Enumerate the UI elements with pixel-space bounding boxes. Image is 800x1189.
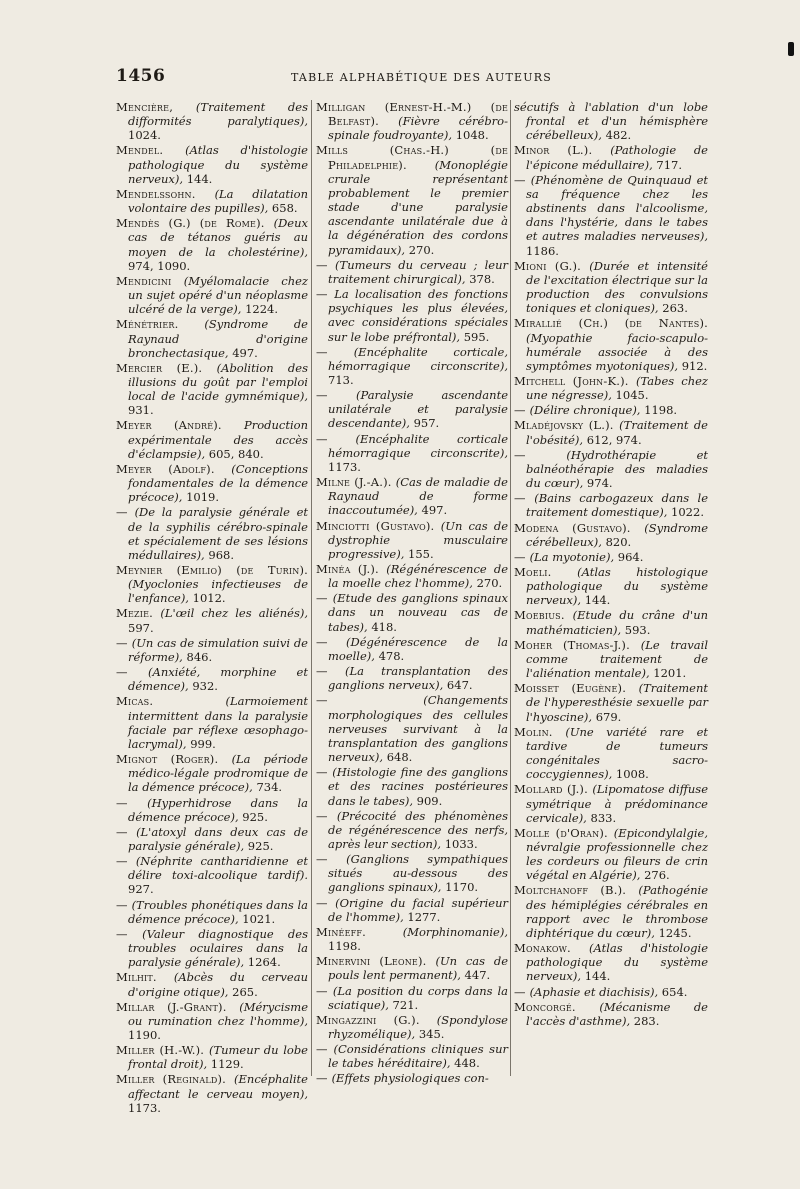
author-name: Mendelssohn. <box>116 186 215 201</box>
index-entry <box>116 274 308 316</box>
work-title: (La dilatation volontaire des pupilles), <box>128 186 308 216</box>
page-references: 270. <box>472 576 503 591</box>
index-entry <box>116 216 308 273</box>
work-title: (Un cas de dystrophie musculaire progressive), <box>328 518 509 561</box>
author-name: Ménétrier. <box>116 317 205 332</box>
author-name: Moeli. <box>514 565 578 579</box>
author-name: — <box>514 491 535 506</box>
index-entry <box>116 665 308 693</box>
page-references: 1201. <box>649 666 687 681</box>
index-entry <box>514 448 708 490</box>
author-name: Meynier (Emilio) (de Turin). <box>116 563 308 577</box>
index-entry <box>514 565 708 607</box>
work-title: (La position du corps dans la sciatique), <box>328 983 508 1012</box>
page-references: 974. <box>583 476 613 491</box>
index-entry <box>514 941 708 983</box>
index-entry <box>316 664 508 692</box>
page-references: 1033. <box>441 836 478 851</box>
index-entry <box>514 143 708 171</box>
work-title: (Un cas de pouls lent permanent), <box>328 954 508 983</box>
index-entry <box>116 636 308 664</box>
page-references: 647. <box>443 678 473 693</box>
page-references: 597. <box>128 620 154 635</box>
page-references: 658. <box>268 201 298 216</box>
author-name: — <box>116 926 143 941</box>
work-title: (Phénomène de Quinquaud et sa fréquence chez les abstinents dans l'alcoolisme, dans l'hystérie, dans le tabes et autres maladies nerveuses), <box>526 172 708 244</box>
index-entry <box>116 606 308 634</box>
author-name: — <box>316 287 335 302</box>
page-references: 1173. <box>128 1100 161 1115</box>
work-title: (Traitement des difformités paralytiques), <box>128 100 308 129</box>
author-name: Mollard (J.). <box>514 782 593 797</box>
author-name: — <box>116 665 149 680</box>
index-column-3 <box>514 100 708 1100</box>
page-references: 270. <box>405 242 435 257</box>
index-entry <box>316 432 508 474</box>
author-name: Mignot (Roger). <box>116 752 232 767</box>
author-name: — <box>514 984 530 999</box>
page-references: 144. <box>183 171 213 186</box>
index-entry <box>316 388 508 430</box>
index-entry <box>316 345 508 387</box>
work-title: (Lipomatose diffuse symétrique à prédominance cervicale), <box>526 782 708 825</box>
index-entry <box>116 796 308 824</box>
work-title: (Valeur diagnostique des troubles oculaires dans la paralysie générale), <box>128 926 308 970</box>
author-name: Milne (J.-A.). <box>316 475 396 490</box>
page-references: 478. <box>374 648 405 663</box>
author-name: Mirallié (Ch.) (de Nantes). <box>514 316 708 331</box>
author-name: — <box>514 447 567 462</box>
work-title: (Abcès du cerveau d'origine otique), <box>128 970 308 999</box>
work-title: (Une variété rare et tardive de tumeurs congénitales sacro-coccygiennes), <box>526 724 708 782</box>
work-title: (Myélomalacie chez un sujet opéré d'un néoplasme ulcéré de la verge), <box>128 273 308 317</box>
index-entry <box>116 927 308 969</box>
work-title: (Tumeur du lobe frontal droit), <box>128 1043 308 1072</box>
index-entry <box>116 1000 308 1042</box>
index-entry <box>316 591 508 633</box>
page-references: 1190. <box>128 1028 161 1042</box>
work-title: (Origine du facial supérieur de l'homme), <box>328 895 509 924</box>
author-name: Meyer (Adolf). <box>116 461 232 476</box>
index-entry <box>316 1042 508 1070</box>
work-title: (Néphrite cantharidienne et délire toxi-alcoolique tardif). <box>128 854 308 883</box>
author-name: — <box>116 854 136 869</box>
author-name: — <box>316 344 354 359</box>
author-name: — <box>116 795 148 810</box>
page-references: 1024. <box>128 128 161 143</box>
index-entry <box>514 985 708 999</box>
work-title: (Un cas de simulation suivi de réforme), <box>128 635 308 664</box>
work-title: (Effets physiologiques con- <box>331 1071 489 1086</box>
index-entry <box>514 521 708 549</box>
index-column-2 <box>316 100 508 1100</box>
author-name: Mendel. <box>116 143 186 158</box>
index-entry <box>514 608 708 636</box>
author-name: Minor (L.). <box>514 143 611 158</box>
work-title: (Spondylose rhyzomélique), <box>328 1012 508 1041</box>
index-entry <box>116 898 308 926</box>
page-references: 964. <box>614 549 644 564</box>
work-title: (La myotonie), <box>529 549 615 564</box>
index-entry <box>316 475 508 517</box>
author-name: — <box>116 824 137 839</box>
page-references: 1224. <box>241 302 278 317</box>
page-references: 378. <box>465 271 495 286</box>
author-name: Minéeff. <box>316 924 403 939</box>
author-name: — <box>316 765 333 780</box>
author-name: Minciotti (Gustavo). <box>316 518 441 533</box>
index-entry <box>514 173 708 258</box>
work-title: (Pathogénie des hémiplégies cérébrales en rapport avec le thrombose diphtérique du cœur), <box>526 883 708 940</box>
index-entry <box>116 100 308 142</box>
page-references: 721. <box>388 997 419 1012</box>
index-entry <box>116 752 308 794</box>
work-title: (L'œil chez les aliénés), <box>160 606 308 621</box>
author-name: — <box>316 591 333 606</box>
author-name: — <box>316 634 347 649</box>
index-entry <box>316 143 508 256</box>
work-title: (Pathologie de l'épicone médullaire), <box>526 143 708 172</box>
author-name: Mingazzini (G.). <box>316 1012 437 1027</box>
page-references: 927. <box>128 882 154 897</box>
work-title: (La transplantation des ganglions nerveux), <box>328 664 508 693</box>
work-title: (Encéphalite affectant le cerveau moyen), <box>128 1072 308 1101</box>
page-references: 932. <box>188 679 218 694</box>
index-entry <box>514 374 708 402</box>
index-entry <box>514 1000 708 1028</box>
author-name: — <box>514 549 530 564</box>
author-name: — <box>116 505 135 520</box>
page-references: 713. <box>328 372 354 387</box>
author-name: — <box>316 693 424 708</box>
author-name: Mencière, <box>116 100 196 114</box>
page-references: 144. <box>581 969 611 984</box>
work-title: (Régénérescence de la moelle chez l'homme), <box>328 562 508 591</box>
author-name: Miller (H.-W.). <box>116 1043 209 1058</box>
page-references: 717. <box>652 157 682 172</box>
page-references: 734. <box>252 780 283 795</box>
author-name: Mercier (E.). <box>116 360 217 375</box>
work-title: (Aphasie et diachisis), <box>529 984 659 999</box>
author-name: — <box>316 431 356 446</box>
page-references: 1129. <box>207 1057 244 1072</box>
author-name: — <box>514 403 530 418</box>
index-entry <box>514 826 708 883</box>
index-entry <box>116 1043 308 1071</box>
author-name: Molin. <box>514 724 566 739</box>
author-name: Mioni (G.). <box>514 258 590 273</box>
page-references: 1022. <box>667 505 704 520</box>
author-name: — <box>116 635 132 650</box>
page-references: 418. <box>367 619 397 634</box>
index-entry <box>316 809 508 851</box>
column-divider <box>311 100 312 1076</box>
author-name: — <box>316 388 356 403</box>
index-entry <box>316 519 508 561</box>
work-title: (Etude des ganglions spinaux dans un nouveau cas de tabes), <box>328 591 509 634</box>
page-references: 1021. <box>238 911 276 926</box>
page-references: 1277. <box>403 909 441 924</box>
author-name: Miller (Reginald). <box>116 1072 235 1087</box>
work-title: (Larmoiement intermittent dans la paralysie faciale par réflexe œsophago-lacrymal), <box>128 694 308 751</box>
page-references: 593. <box>621 622 651 637</box>
work-title: (Fièvre cérébro-spinale foudroyante), <box>328 114 508 143</box>
author-name: — <box>316 852 347 867</box>
work-title: (Encéphalite corticale, hémorragique circonscrite), <box>328 344 508 373</box>
page-references: 968. <box>204 547 234 562</box>
author-name: — <box>316 808 337 823</box>
index-entry <box>514 491 708 519</box>
work-title: (Mérycisme ou rumination chez l'homme), <box>128 999 308 1028</box>
index-entry <box>316 984 508 1012</box>
page-references: 283. <box>630 1013 660 1028</box>
page-references: 820. <box>601 534 632 549</box>
work-title: (Bains carbogazeux dans le traitement domestique), <box>526 491 708 520</box>
work-title: (Deux cas de tétanos guéris au moyen de la cholestérine), <box>128 216 308 259</box>
index-entry <box>316 954 508 982</box>
index-entry <box>514 418 708 446</box>
page-references: 497. <box>228 345 258 360</box>
author-name: Modena (Gustavo). <box>514 520 645 535</box>
author-name: — <box>316 257 336 272</box>
work-title: (Délire chronique), <box>529 403 641 418</box>
page-number: 1456 <box>116 66 166 86</box>
work-title: (Hyperhidrose dans la démence précoce), <box>128 795 309 824</box>
page-references: 925. <box>238 809 268 824</box>
page-references: 833. <box>586 810 617 825</box>
author-name: — <box>316 983 333 998</box>
author-name: Moltchanoff (B.). <box>514 883 639 898</box>
page-header <box>116 66 710 90</box>
page-references: 263. <box>658 301 688 316</box>
index-entry <box>316 562 508 590</box>
work-title: (Conceptions fondamentales de la démence précoce), <box>128 461 308 505</box>
page-references: 276. <box>640 868 670 883</box>
page-references: 909. <box>413 793 443 808</box>
work-title: (Considérations cliniques sur le tabes héréditaire), <box>328 1042 508 1071</box>
work-title: (Cas de maladie de Raynaud de forme inaccoutumée), <box>328 475 508 518</box>
page-references: 1264. <box>244 955 281 970</box>
work-title: (Myoclonies infectieuses de l'enfance), <box>128 577 308 606</box>
work-title: (Atlas histologique pathologique du système nerveux), <box>526 565 708 608</box>
page-references: 679. <box>592 709 622 724</box>
author-name: Moher (Thomas-J.). <box>514 637 641 652</box>
work-title: (Abolition des illusions du goût par l'emploi local de l'acide gymnémique), <box>128 360 308 404</box>
index-entry <box>116 505 308 562</box>
author-name: Mendès (G.) (de Rome). <box>116 216 274 231</box>
page-references: 974, 1090. <box>128 258 191 273</box>
page-references: 999. <box>186 736 216 751</box>
index-entry <box>116 317 308 359</box>
work-title: (Monoplégie crurale représentant probablement le premier stade d'une paralysie ascendante unilatérale due à la dégénération des cordons pyramidaux), <box>328 157 508 257</box>
work-title: (Troubles phonétiques dans la démence précoce), <box>128 897 308 926</box>
author-name: — <box>316 895 336 910</box>
work-title: (Tabes chez une négresse), <box>526 373 708 403</box>
page-references: 265. <box>228 984 258 999</box>
page-references: 144. <box>581 593 611 608</box>
page-references: 497. <box>417 503 448 518</box>
work-title: (Syndrome de Raynaud d'origine bronchectasique, <box>128 317 308 360</box>
page-references: 447. <box>460 968 491 983</box>
index-entry <box>316 925 508 953</box>
page-references: 648. <box>383 750 413 765</box>
work-title: (Paralysie ascendante unilatérale et paralysie descendante), <box>328 388 508 431</box>
page-references: 1198. <box>328 939 361 954</box>
page-references: 1245. <box>654 925 692 940</box>
index-entry <box>514 638 708 680</box>
page-references: 957. <box>409 416 440 431</box>
author-name: Minervini (Leone). <box>316 954 436 969</box>
work-title: (L'atoxyl dans deux cas de paralysie générale), <box>128 824 308 853</box>
page-references: 595. <box>460 329 490 344</box>
index-entry <box>514 259 708 316</box>
work-title: La localisation des fonctions psychiques les plus élevées, avec considérations spéciales sur le lobe préfrontal), <box>328 287 508 344</box>
index-entry <box>514 403 708 417</box>
work-title: (Ganglions sympathiques situés au-dessous des ganglions spinaux), <box>328 852 508 895</box>
column-divider <box>510 100 511 1076</box>
index-entry <box>316 693 508 764</box>
work-title: (Le travail comme traitement de l'aliénation mentale), <box>526 637 708 681</box>
page-references: 1170. <box>441 880 479 895</box>
page-references: 925. <box>244 838 274 853</box>
author-name: Moisset (Eugène). <box>514 681 639 696</box>
page-references: 931. <box>128 403 154 418</box>
index-entry <box>316 1013 508 1041</box>
index-entry <box>514 550 708 564</box>
author-name: Micas. <box>116 694 226 709</box>
author-name: Mitchell (John-K.). <box>514 373 636 388</box>
page-references: 605, 840. <box>205 446 264 461</box>
author-name: — <box>316 1042 334 1057</box>
author-name: Milhit. <box>116 970 174 985</box>
author-name: Milligan (Ernest-H.-M.) (de Belfast). <box>316 100 508 129</box>
page-references: 612, 974. <box>583 432 642 447</box>
author-name: Mendicini <box>116 273 184 288</box>
page-references: 654. <box>658 984 688 999</box>
author-name: Moebius. <box>514 608 573 623</box>
author-name: Minéa (J.). <box>316 562 387 576</box>
work-title: (Morphinomanie), <box>402 924 508 939</box>
work-title: (Syndrome cérébelleux), <box>526 520 708 549</box>
work-title: (De la paralysie générale et de la syphilis cérébro-spinale et spécialement de ses lésions médullaires), <box>128 505 308 562</box>
page-references: 482. <box>601 128 632 143</box>
index-entry <box>116 462 308 504</box>
index-entry <box>116 418 308 460</box>
author-name: Mezie. <box>116 606 161 621</box>
author-name: Molle (d'Oran). <box>514 825 614 840</box>
page-references: 1186. <box>526 243 559 258</box>
index-entry <box>316 896 508 924</box>
page-references: 1008. <box>612 767 649 782</box>
index-entry <box>316 1071 508 1085</box>
work-title: (Myopathie facio-scapulo-humérale associée à des symptômes myotoniques), <box>526 330 708 373</box>
index-entry <box>116 563 308 605</box>
work-title: (Atlas d'histologie pathologique du système nerveux), <box>128 143 308 186</box>
index-entry <box>316 852 508 894</box>
work-title: Production expérimentale des accès d'éclampsie), <box>128 418 308 461</box>
running-title: TABLE ALPHABÉTIQUE DES AUTEURS <box>291 71 552 84</box>
page-references: 1198. <box>640 403 678 418</box>
index-entry <box>116 854 308 896</box>
work-title: sécutifs à l'ablation d'un lobe frontal et d'un hémisphère cérébelleux), <box>514 100 708 143</box>
index-entry <box>514 883 708 940</box>
work-title: (La période médico-légale prodromique de la démence précoce), <box>128 752 308 795</box>
index-entry <box>116 1072 308 1114</box>
index-entry <box>116 825 308 853</box>
work-title: (Tumeurs du cerveau ; leur traitement chirurgical), <box>328 257 508 286</box>
author-name: — <box>316 1071 332 1086</box>
work-title: (Atlas d'histologie pathologique du système nerveux), <box>526 941 708 984</box>
page-references: 1012. <box>188 591 226 606</box>
author-name: Monakow. <box>514 941 589 956</box>
index-entry <box>316 100 508 142</box>
index-column-1 <box>116 100 309 1115</box>
page-references: 1045. <box>611 388 649 403</box>
page-references: 912. <box>678 358 708 373</box>
work-title: (Mécanisme de l'accès d'asthme), <box>526 999 708 1028</box>
page-references: 448. <box>450 1056 480 1071</box>
index-entry <box>316 258 508 286</box>
work-title: (Précocité des phénomènes de régénérescence des nerfs, après leur section), <box>328 808 508 851</box>
author-name: Mladéjovsky (L.). <box>514 418 620 433</box>
page-references: 155. <box>404 546 434 561</box>
page-references: 846. <box>182 649 213 664</box>
author-name: Millar (J.-Grant). <box>116 999 240 1014</box>
index-entry <box>514 782 708 824</box>
index-entry <box>116 143 308 185</box>
index-entry <box>116 694 308 751</box>
index-entry <box>116 970 308 998</box>
author-name: — <box>514 172 531 187</box>
index-entry <box>514 725 708 782</box>
work-title: (Anxiété, morphine et démence), <box>128 665 308 694</box>
author-name: Meyer (André). <box>116 418 244 433</box>
work-title: (Epicondylalgie, névralgie professionnelle chez les cordeurs ou fileurs de crin végétal en Algérie), <box>526 825 708 883</box>
author-name: Mills (Chas.-H.) (de Philadelphie). <box>316 143 508 172</box>
index-entry <box>116 187 308 215</box>
work-title: (Histologie fine des ganglions et des racines postérieures dans le tabes), <box>328 765 509 808</box>
work-title: (Changements morphologiques des cellules nerveuses survivant à la transplantation des ganglions nerveux), <box>328 693 508 765</box>
page-references: 1173. <box>328 459 361 474</box>
index-entry <box>514 681 708 723</box>
index-entry <box>514 316 708 373</box>
work-title: (Hydrothérapie et balnéothérapie des maladies du cœur), <box>526 447 708 491</box>
work-title: (Encéphalite corticale hémorragique circonscrite), <box>328 431 508 460</box>
page-references: 345. <box>415 1027 445 1041</box>
page-references: 1048. <box>452 128 489 143</box>
author-name: — <box>116 897 132 912</box>
author-name: Moncorgé. <box>514 999 600 1014</box>
page-edge-mark <box>788 42 794 56</box>
work-title: (Dégénérescence de la moelle), <box>328 634 508 663</box>
page-references: 1019. <box>182 490 219 505</box>
index-entry <box>316 765 508 807</box>
index-entry <box>116 361 308 418</box>
index-entry <box>316 287 508 344</box>
author-name: — <box>316 664 346 679</box>
work-title: (Traitement de l'obésité), <box>526 418 708 447</box>
index-entry <box>514 100 708 142</box>
work-title: (Durée et intensité de l'excitation électrique sur la production des convulsions toniques et cloniques), <box>526 258 708 316</box>
work-title: (Traitement de l'hyperesthésie sexuelle par l'hyoscine), <box>526 681 708 724</box>
index-entry <box>316 635 508 663</box>
work-title: (Etude du crâne d'un mathématicien), <box>526 608 709 637</box>
